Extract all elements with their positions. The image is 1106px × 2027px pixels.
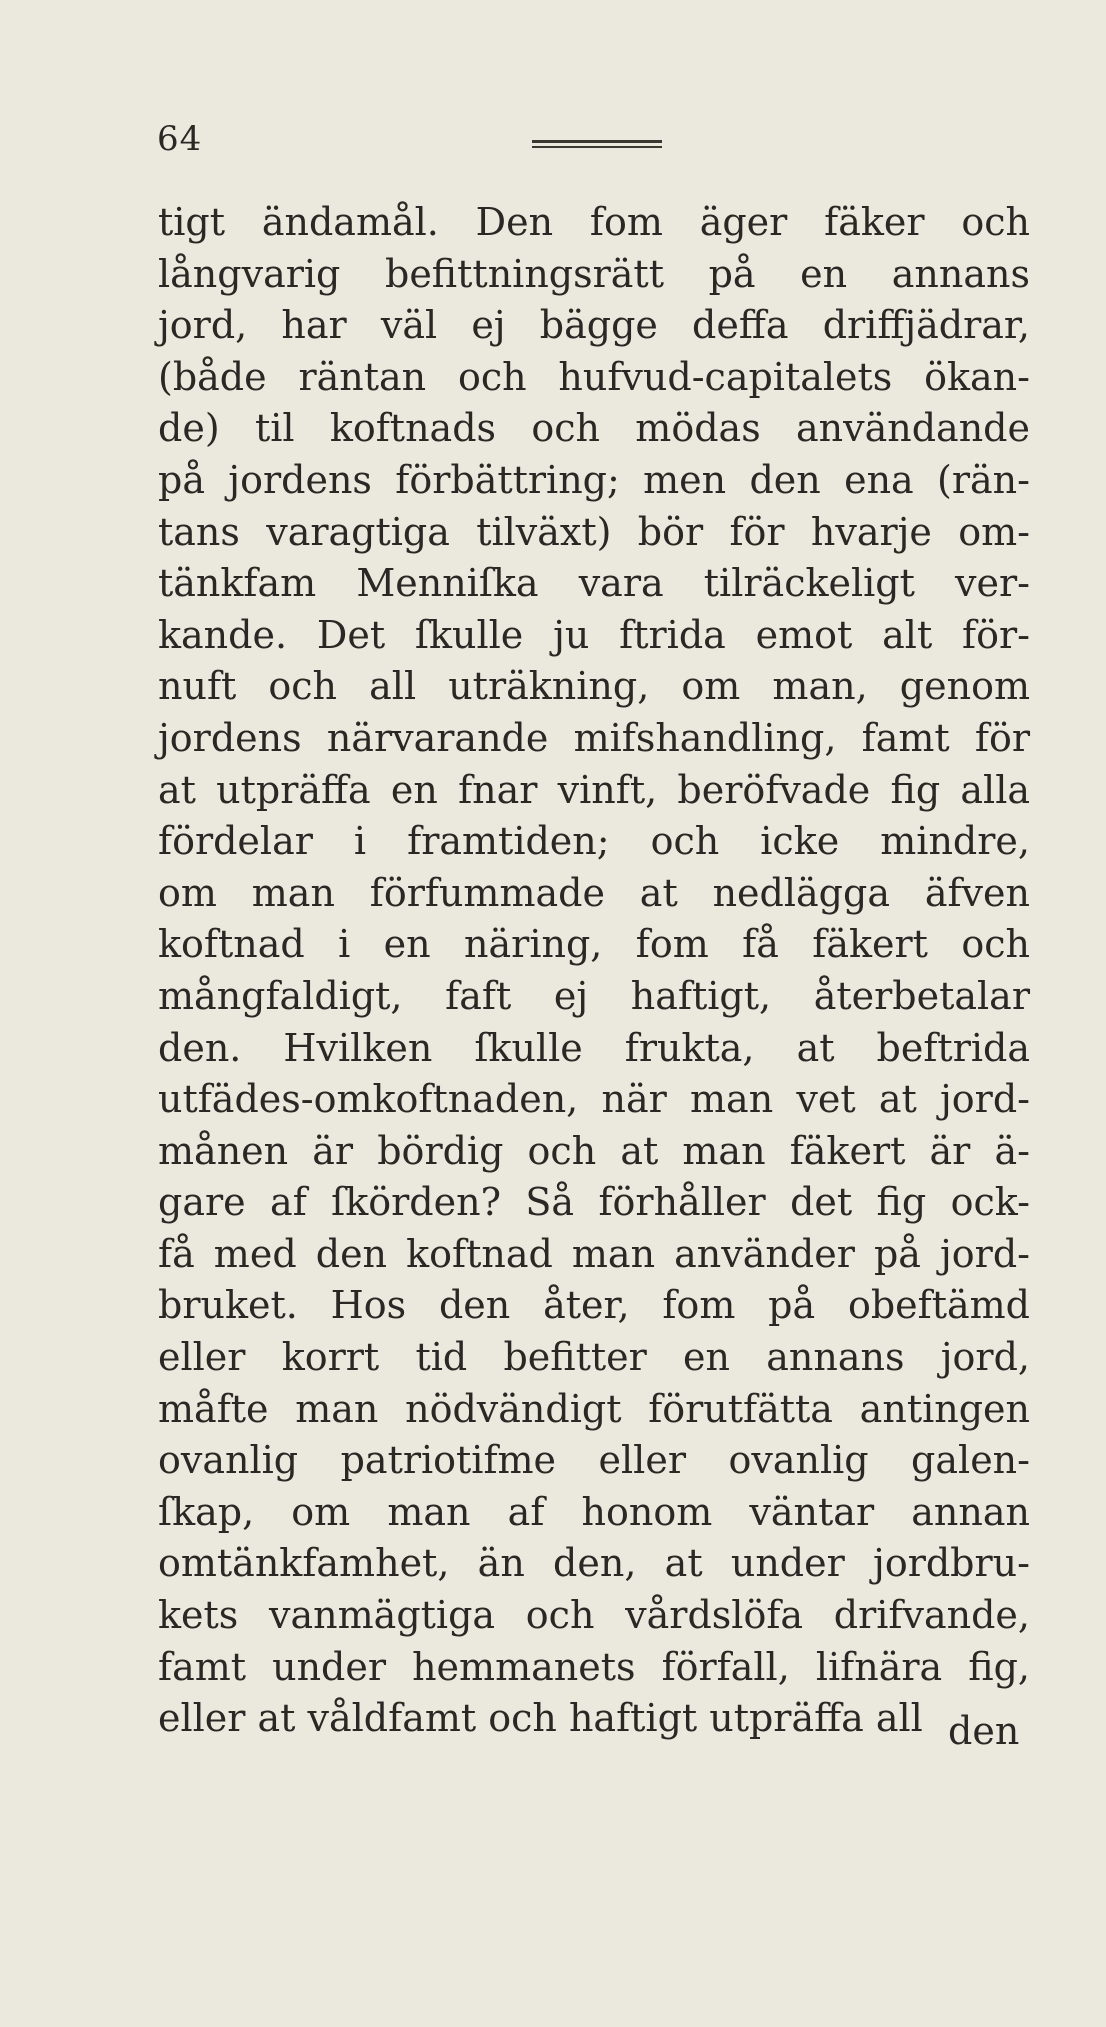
text-line: omtänkfamhet, än den, at under jordbru- xyxy=(158,1541,1030,1586)
text-line: långvarig befittningsrätt på en annans xyxy=(158,251,1030,296)
body-text xyxy=(158,197,1030,1745)
text-line: gare af ſkörden? Så förhåller det fig ock- xyxy=(158,1180,1030,1225)
catchword: den xyxy=(948,1709,1020,1753)
text-line: utfädes-omkoftnaden, när man vet at jord- xyxy=(158,1077,1030,1122)
text-line: ovanlig patriotifme eller ovanlig galen- xyxy=(158,1438,1030,1483)
text-line: mångfaldigt, faft ej haftigt, återbetalar xyxy=(158,973,1030,1018)
text-line: eller korrt tid befitter en annans jord, xyxy=(158,1335,1030,1380)
text-line: månen är bördig och at man fäkert är ä- xyxy=(158,1128,1030,1173)
text-line: (både räntan och hufvud-capitalets ökan- xyxy=(158,354,1030,399)
page-number: 64 xyxy=(157,119,203,159)
text-line: fördelar i framtiden; och icke mindre, xyxy=(158,819,1030,864)
text-line: den. Hvilken ſkulle frukta, at beftrida xyxy=(158,1025,1030,1070)
text-line: om man förfummade at nedlägga äfven xyxy=(158,870,1030,915)
text-line: måfte man nödvändigt förutfätta antingen xyxy=(158,1386,1030,1431)
header-rule-lower xyxy=(532,146,662,148)
text-line: på jordens förbättring; men den ena (rän- xyxy=(158,457,1030,502)
text-line: koftnad i en näring, fom få fäkert och xyxy=(158,922,1030,967)
text-line: de) til koftnads och mödas användande xyxy=(158,406,1030,451)
text-line: tigt ändamål. Den fom äger fäker och xyxy=(158,200,1030,244)
text-line: bruket. Hos den åter, fom på obeftämd xyxy=(158,1283,1030,1328)
text-line: få med den koftnad man använder på jord- xyxy=(158,1231,1030,1276)
text-line: ſkap, om man af honom väntar annan xyxy=(158,1489,1030,1534)
text-line: tänkfam Menniſka vara tilräckeligt ver- xyxy=(158,561,1030,606)
text-line: kets vanmägtiga och vårdslöfa drifvande, xyxy=(158,1593,1030,1638)
text-line: at utpräffa en fnar vinft, beröfvade fig alla xyxy=(158,767,1030,812)
text-line: kande. Det ſkulle ju ftrida emot alt för- xyxy=(158,612,1030,657)
text-line: jordens närvarande mifshandling, famt för xyxy=(158,715,1030,760)
text-line: eller at våldfamt och haftigt utpräffa all xyxy=(158,1696,923,1741)
text-line: famt under hemmanets förfall, lifnära fig, xyxy=(158,1644,1030,1689)
text-line: jord, har väl ej bägge deffa driffjädrar, xyxy=(158,303,1030,348)
header-rule xyxy=(532,140,662,143)
text-line: tans varagtiga tilväxt) bör för hvarje om- xyxy=(158,509,1030,554)
text-line: nuft och all uträkning, om man, genom xyxy=(158,664,1030,709)
